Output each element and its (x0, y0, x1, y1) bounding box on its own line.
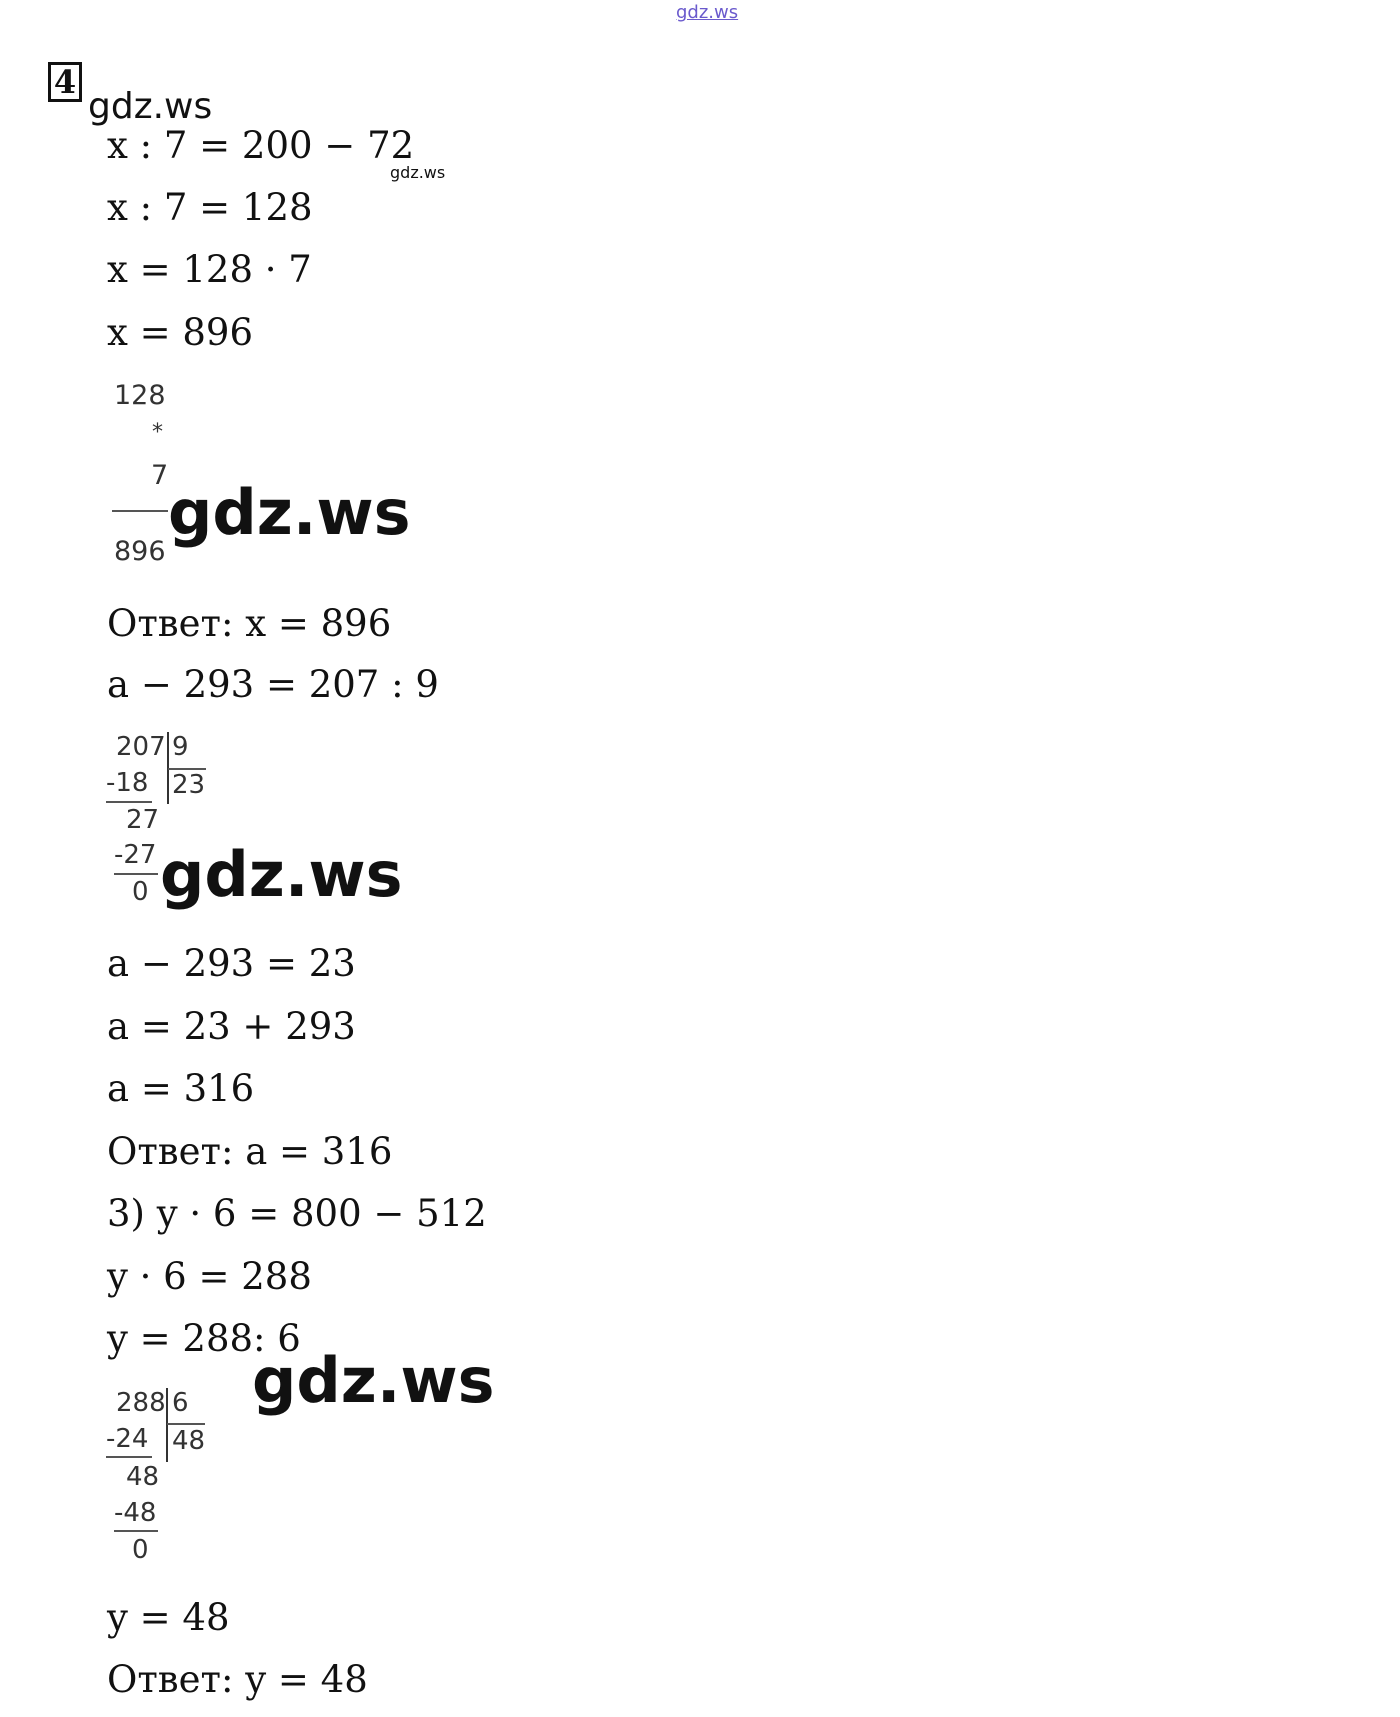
mult-multiplier: 7 (151, 460, 169, 491)
division-step: -48 (114, 1498, 157, 1528)
equation-line: x = 896 (107, 311, 254, 354)
equation-line: a − 293 = 207 : 9 (107, 663, 439, 706)
division-quotient: 23 (172, 770, 206, 800)
division-remainder: 0 (132, 877, 149, 907)
mult-line (112, 510, 168, 512)
watermark-top[interactable]: gdz.ws (676, 2, 739, 23)
equation-line: x : 7 = 128 (107, 186, 313, 229)
step-line (114, 1530, 158, 1532)
division-step: 27 (126, 805, 160, 835)
watermark-big: gdz.ws (160, 838, 403, 911)
division-divisor: 9 (172, 732, 189, 762)
watermark-small: gdz.ws (390, 163, 446, 182)
division-divisor: 6 (172, 1388, 189, 1418)
equation-line: y = 288: 6 (107, 1317, 301, 1360)
step-line (106, 1456, 152, 1458)
step-line (114, 873, 158, 875)
division-quotient: 48 (172, 1426, 206, 1456)
answer-line: Ответ: a = 316 (107, 1130, 393, 1173)
division-step: 48 (126, 1462, 160, 1492)
division-dividend: 288 (116, 1388, 166, 1418)
equation-line: x : 7 = 200 − 72 (107, 124, 415, 167)
watermark-header: gdz.ws (88, 86, 213, 127)
answer-line: Ответ: x = 896 (107, 602, 392, 645)
division-remainder: 0 (132, 1535, 149, 1565)
watermark-big: gdz.ws (252, 1344, 495, 1417)
division-step: -24 (106, 1424, 149, 1454)
watermark-big: gdz.ws (168, 476, 411, 549)
mult-top: 128 (114, 380, 166, 411)
equation-line: a = 316 (107, 1067, 255, 1110)
division-dividend: 207 (116, 732, 166, 762)
equation-line: y = 48 (107, 1596, 230, 1639)
equation-line: a − 293 = 23 (107, 942, 356, 985)
mult-result: 896 (114, 536, 166, 567)
equation-line: y · 6 = 288 (107, 1255, 312, 1298)
division-bar (166, 1388, 168, 1462)
equation-line: 3) y · 6 = 800 − 512 (107, 1192, 487, 1235)
answer-line: Ответ: y = 48 (107, 1658, 368, 1701)
equation-line: x = 128 · 7 (107, 248, 312, 291)
division-step: -18 (106, 768, 149, 798)
mult-sign: * (152, 420, 163, 445)
step-line (106, 801, 152, 803)
divisor-line (167, 1423, 205, 1425)
equation-line: a = 23 + 293 (107, 1005, 356, 1048)
task-number: 4 (48, 62, 82, 102)
division-step: -27 (114, 840, 157, 870)
